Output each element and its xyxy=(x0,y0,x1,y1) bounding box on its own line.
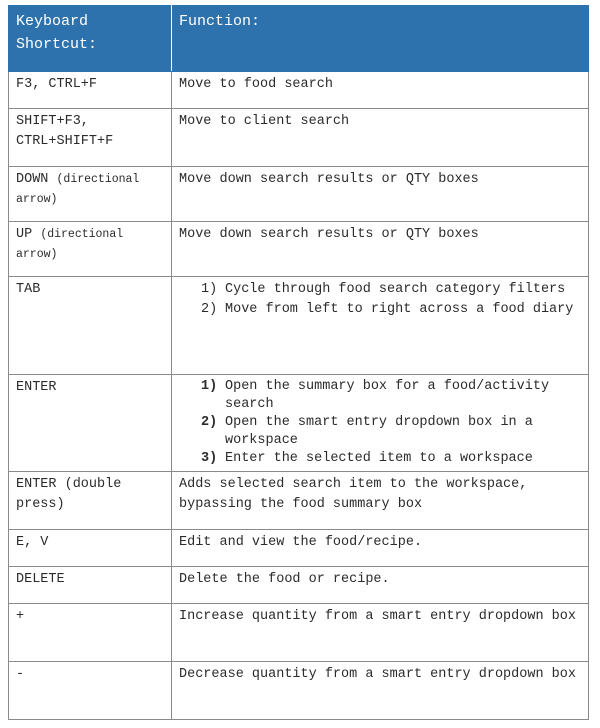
table-header xyxy=(9,6,589,72)
list-item xyxy=(201,280,582,300)
table-row xyxy=(9,567,589,604)
shortcut-key-cell xyxy=(9,167,172,222)
shortcut-function: Move to food search xyxy=(172,72,589,109)
step-text: Move from left to right across a food diary xyxy=(225,302,574,317)
shortcuts-table xyxy=(8,5,589,720)
header-row xyxy=(9,6,589,72)
table-row xyxy=(9,277,589,375)
table-row xyxy=(9,530,589,567)
shortcut-function: Edit and view the food/recipe. xyxy=(172,530,589,567)
table-row xyxy=(9,109,589,167)
table-row xyxy=(9,72,589,109)
list-item xyxy=(201,300,582,320)
table-row xyxy=(9,604,589,662)
step-number: 2) xyxy=(201,415,218,430)
step-text: Enter the selected item to a workspace xyxy=(225,451,533,466)
shortcut-function: Move down search results or QTY boxes xyxy=(172,167,589,222)
shortcut-function-list xyxy=(172,277,589,375)
step-list xyxy=(179,280,582,320)
step-text: Open the summary box for a food/activity search xyxy=(225,379,550,412)
shortcut-function: Adds selected search item to the workspace, bypassing the food summary box xyxy=(172,472,589,530)
step-number: 3) xyxy=(201,451,218,466)
header-function: Function: xyxy=(172,6,589,72)
step-text: Cycle through food search category filters xyxy=(225,282,566,297)
shortcut-key: DELETE xyxy=(9,567,172,604)
shortcut-key-cell xyxy=(9,222,172,277)
step-number: 2) xyxy=(201,302,218,317)
table-row xyxy=(9,167,589,222)
list-item xyxy=(201,378,582,414)
shortcut-key-note: (directional arrow) xyxy=(16,173,140,206)
table-row xyxy=(9,375,589,472)
shortcut-key: E, V xyxy=(9,530,172,567)
shortcut-key: TAB xyxy=(9,277,172,375)
table-row xyxy=(9,662,589,720)
shortcut-key: SHIFT+F3, CTRL+SHIFT+F xyxy=(9,109,172,167)
header-keyboard-shortcut: Keyboard Shortcut: xyxy=(9,6,172,72)
shortcut-key: F3, CTRL+F xyxy=(9,72,172,109)
step-list xyxy=(179,378,582,468)
table-row xyxy=(9,222,589,277)
list-item xyxy=(201,450,582,468)
shortcut-key: ENTER xyxy=(9,375,172,472)
shortcut-function-list xyxy=(172,375,589,472)
shortcut-key: UP xyxy=(16,227,33,242)
shortcut-key-note: (directional arrow) xyxy=(16,228,124,261)
table-body xyxy=(9,72,589,720)
shortcut-function: Increase quantity from a smart entry dropdown box xyxy=(172,604,589,662)
step-number: 1) xyxy=(201,379,218,394)
shortcut-key: - xyxy=(9,662,172,720)
step-number: 1) xyxy=(201,282,218,297)
step-text: Open the smart entry dropdown box in a workspace xyxy=(225,415,533,448)
shortcut-function: Move to client search xyxy=(172,109,589,167)
shortcut-function: Move down search results or QTY boxes xyxy=(172,222,589,277)
list-item xyxy=(201,414,582,450)
table-row xyxy=(9,472,589,530)
shortcut-key: DOWN xyxy=(16,172,49,187)
shortcut-function: Delete the food or recipe. xyxy=(172,567,589,604)
shortcut-key: ENTER (double press) xyxy=(9,472,172,530)
shortcut-function: Decrease quantity from a smart entry dropdown box xyxy=(172,662,589,720)
shortcut-key: + xyxy=(9,604,172,662)
